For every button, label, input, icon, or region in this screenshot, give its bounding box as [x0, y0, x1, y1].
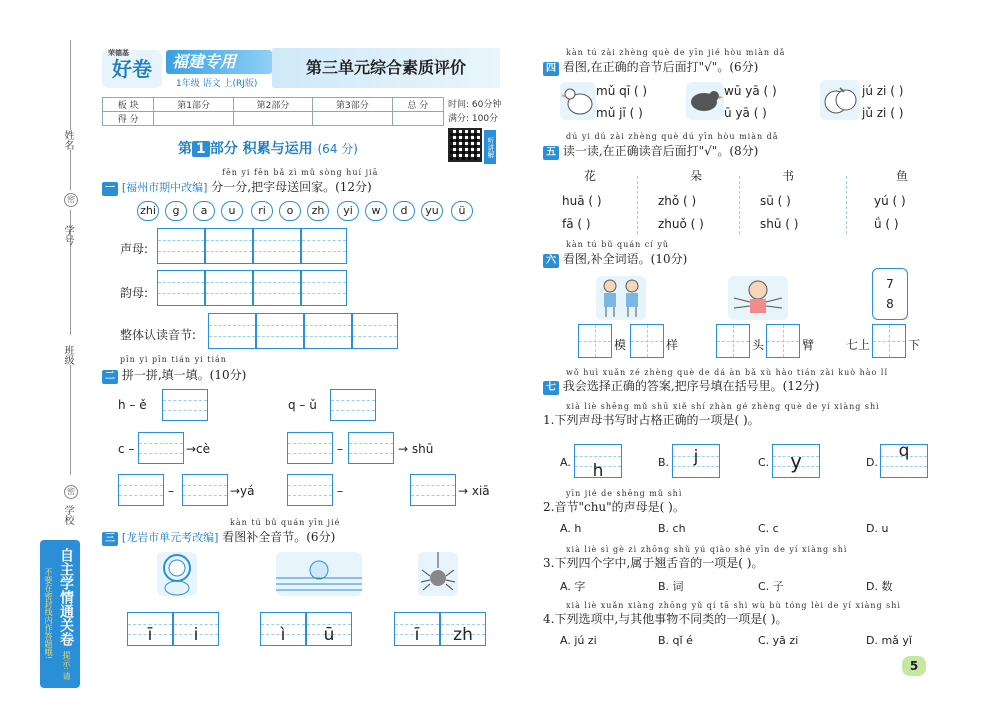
q2-text: 拼一拼,填一填。(10分) [121, 368, 247, 382]
part-pre: 第 [178, 141, 192, 157]
char-heading: 朵 [690, 169, 703, 183]
q6-pinyin: kàn tú bǔ quán cí yǔ [566, 240, 670, 249]
score-table [102, 97, 444, 126]
id-label: 学号 [62, 225, 73, 245]
choice-option[interactable]: D. mǎ yǐ [866, 634, 912, 647]
answer-cell[interactable] [253, 228, 301, 264]
header-badge [102, 46, 272, 92]
answer-cell[interactable] [162, 389, 208, 421]
answer-cell[interactable] [304, 313, 352, 349]
syllable-part: ī [414, 625, 420, 645]
q2-prompt [102, 366, 246, 384]
choice-option[interactable]: zhuǒ ( ) [658, 217, 704, 231]
school-label: 学校 [62, 505, 73, 525]
letter-chip: ü [451, 201, 473, 221]
score-header: 总 分 [392, 98, 443, 112]
part-title: 积累与运用 [242, 141, 313, 157]
s3-pinyin: xià liè sì gè zì zhōng shǔ yú qiào shé yīn de yí xiàng shì [566, 545, 848, 554]
letter-chip: o [279, 201, 301, 221]
q6-prompt [543, 250, 687, 268]
sample-letter: j [693, 447, 699, 467]
answer-cell[interactable] [301, 228, 347, 264]
q2-pinyin: pīn yi pīn tián yi tián [120, 355, 227, 364]
q2-item: →cè [186, 442, 211, 456]
q6-number: 六 [543, 254, 559, 268]
qr-label: 听讲解 [484, 130, 496, 164]
q2-item: – [337, 442, 343, 456]
character-box[interactable] [630, 324, 664, 358]
choice-option[interactable]: A. 字 [560, 580, 586, 593]
choice-option[interactable]: ū yā ( ) [724, 106, 767, 120]
twin-kids-picture [596, 276, 646, 320]
letter-chip: zh [307, 201, 329, 221]
syllable-cell[interactable] [173, 612, 219, 646]
score-cell[interactable] [313, 112, 392, 126]
q5-number: 五 [543, 146, 559, 160]
logo-text: 好卷 [112, 57, 152, 81]
q7-pinyin: wǒ huì xuǎn zé zhèng què de dá àn bǎ xù hào tián zài kuò hào lǐ [566, 368, 889, 377]
choice-option[interactable]: jú zi ( ) [862, 84, 904, 98]
letter-chip: w [365, 201, 387, 221]
choice-option[interactable]: A. jú zi [560, 634, 597, 647]
character-box[interactable] [872, 324, 906, 358]
choice-option[interactable]: D. 数 [866, 580, 893, 593]
answer-cell[interactable] [256, 313, 304, 349]
score-header: 第2部分 [233, 98, 312, 112]
word-char: 模 [614, 338, 627, 352]
letter-chip: g [165, 201, 187, 221]
q4-pinyin: kàn tú zài zhèng què de yīn jié hòu miàn dǎ [566, 48, 786, 57]
full-score: 满分: 100分 [448, 114, 499, 124]
part-heading [178, 138, 358, 158]
orange-picture [820, 80, 860, 120]
page-title: 第三单元综合素质评价 [272, 48, 500, 88]
syllable-part: zh [453, 625, 473, 645]
q7-prompt [543, 377, 819, 395]
q1-number: 一 [102, 182, 118, 196]
s3-text: 3.下列四个字中,属于翘舌音的一项是( )。 [543, 556, 764, 570]
sample-letter: y [790, 449, 802, 473]
edition-title: 福建专用 [166, 50, 272, 74]
logo-publisher: 荣德基 [108, 49, 129, 57]
option-letter[interactable]: A. [560, 456, 571, 469]
answer-cell[interactable] [410, 474, 456, 506]
spider-picture [418, 552, 458, 596]
answer-cell[interactable] [157, 270, 205, 306]
initials-label: 声母: [120, 242, 149, 256]
answer-cell[interactable] [205, 228, 253, 264]
choice-option[interactable]: yú ( ) [874, 194, 906, 208]
q2-item: →yá [230, 484, 255, 498]
score-header: 第3部分 [313, 98, 392, 112]
syllable-cell[interactable] [394, 612, 440, 646]
word-char: 下 [908, 338, 921, 352]
answer-cell[interactable] [253, 270, 301, 306]
q3-number: 三 [102, 532, 118, 546]
score-cell[interactable] [154, 112, 233, 126]
score-header: 第1部分 [154, 98, 233, 112]
hen-picture [560, 82, 596, 120]
class-label: 班级 [62, 345, 73, 365]
q4-prompt [543, 58, 758, 76]
lion-picture [157, 552, 197, 596]
choice-option[interactable]: sū ( ) [760, 194, 791, 208]
part-post: 部分 [209, 141, 238, 157]
letter-chip: u [221, 201, 243, 221]
seal-mark: 密 [64, 485, 78, 499]
s1-text: 1.下列声母书写时占格正确的一项是( )。 [543, 413, 760, 427]
q6-text: 看图,补全词语。(10分) [562, 252, 688, 266]
answer-cell[interactable] [205, 270, 253, 306]
s2-text: 2.音节"chu"的声母是( )。 [543, 500, 685, 514]
q2-number: 二 [102, 370, 118, 384]
exam-meta [448, 98, 501, 126]
card-bottom-number: 8 [886, 297, 894, 311]
letter-writing-sample [880, 441, 928, 478]
word-char: 七上 [846, 338, 871, 352]
answer-cell[interactable] [301, 270, 347, 306]
word-char: 臂 [802, 338, 815, 352]
choice-option[interactable]: B. qǐ é [658, 634, 693, 647]
q2-item: q – ǔ [288, 398, 317, 412]
q1-pinyin: fēn yi fēn bǎ zì mǔ sòng huí jiā [222, 168, 379, 177]
q3-source: [龙岩市单元考改编] [121, 531, 219, 544]
choice-option[interactable]: shū ( ) [760, 217, 799, 231]
part-number: 1 [192, 141, 210, 157]
choice-option[interactable]: A. h [560, 522, 582, 535]
choice-option[interactable]: wū yā ( ) [724, 84, 777, 98]
page-number: 5 [902, 656, 926, 676]
seal-mark: 密 [64, 193, 78, 207]
answer-cell[interactable] [352, 313, 398, 349]
s2-pinyin: yīn jié de shēng mǔ shì [566, 489, 683, 498]
letter-writing-sample [772, 444, 820, 478]
score-cell[interactable] [392, 112, 443, 126]
option-letter[interactable]: D. [866, 456, 878, 469]
letter-chip: zhi [137, 201, 159, 221]
word-char: 样 [666, 338, 679, 352]
q3-pinyin: kàn tú bǔ quán yīn jié [230, 518, 341, 527]
q5-pinyin: dú yi dú zài zhèng què dú yīn hòu miàn dǎ [566, 132, 779, 141]
qr-code-icon[interactable] [448, 128, 482, 162]
score-cell[interactable] [233, 112, 312, 126]
answer-cell[interactable] [182, 474, 228, 506]
choice-option[interactable]: C. 子 [758, 580, 784, 593]
word-char: 头 [752, 338, 765, 352]
name-label: 姓名 [62, 130, 73, 150]
syllable-part: ū [323, 625, 335, 645]
letter-writing-sample [574, 444, 622, 481]
q2-item: h – ě [118, 398, 147, 412]
choice-option[interactable]: zhǒ ( ) [658, 194, 697, 208]
choice-option[interactable]: huā ( ) [562, 194, 602, 208]
choice-option[interactable]: mǔ qī ( ) [596, 84, 648, 98]
q2-item: – [337, 484, 343, 498]
choice-option[interactable]: jǔ zi ( ) [862, 106, 904, 120]
letter-chip: a [193, 201, 215, 221]
column-divider [637, 176, 638, 234]
q1-prompt [102, 178, 372, 196]
score-header: 板 块 [103, 98, 154, 112]
character-box[interactable] [578, 324, 612, 358]
char-heading: 花 [584, 169, 597, 183]
time-limit: 时间: 60分钟 [448, 100, 502, 110]
letter-chip: ri [251, 201, 273, 221]
answer-cell[interactable] [287, 432, 333, 464]
edition-sub: 1年级 语文 上(RJ版) [176, 79, 258, 89]
answer-cell[interactable] [208, 313, 256, 349]
answer-cell[interactable] [138, 432, 184, 464]
letter-chip: yu [421, 201, 443, 221]
sample-letter: h [592, 461, 604, 481]
q5-text: 读一读,在正确读音后面打"√"。(8分) [562, 144, 759, 158]
syllable-part: i [193, 625, 199, 645]
answer-cell[interactable] [348, 432, 394, 464]
choice-option[interactable]: ǘ ( ) [874, 217, 899, 231]
choice-option[interactable]: mǔ jī ( ) [596, 106, 643, 120]
syllable-cell[interactable] [306, 612, 352, 646]
brand-note: 提示: 请不要在密封线内作答题哦! [44, 568, 71, 681]
q2-item: → shū [398, 442, 434, 456]
q5-prompt [543, 142, 758, 160]
character-box[interactable] [716, 324, 750, 358]
option-letter[interactable]: C. [758, 456, 770, 469]
choice-option[interactable]: fā ( ) [562, 217, 591, 231]
character-box[interactable] [766, 324, 800, 358]
syllable-cell[interactable] [260, 612, 306, 646]
answer-cell[interactable] [118, 474, 164, 506]
column-divider [739, 176, 740, 234]
option-letter[interactable]: B. [658, 456, 670, 469]
q2-item: – [168, 484, 174, 498]
card-top-number: 7 [886, 277, 894, 291]
number-card [872, 268, 908, 320]
letter-writing-sample [672, 444, 720, 478]
choice-option[interactable]: B. 词 [658, 580, 684, 593]
sample-letter: q [898, 441, 910, 461]
q1-source: [福州市期中改编] [121, 181, 208, 194]
answer-cell[interactable] [157, 228, 205, 264]
s1-pinyin: xià liè shēng mǔ shū xiě shí zhàn gé zhèng què de yí xiàng shì [566, 402, 880, 411]
char-heading: 鱼 [896, 169, 909, 183]
finals-label: 韵母: [120, 286, 149, 300]
nezha-picture [728, 276, 788, 320]
column-divider [846, 176, 847, 234]
letter-chip: yi [337, 201, 359, 221]
brand-sidebar [40, 540, 80, 688]
part-points: (64 分) [317, 142, 358, 156]
q1-text: 分一分,把字母送回家。(12分) [211, 180, 372, 194]
crow-picture [686, 82, 724, 120]
letter-chip: d [393, 201, 415, 221]
q3-text: 看图补全音节。(6分) [222, 530, 336, 544]
score-label: 得 分 [103, 112, 154, 126]
q4-text: 看图,在正确的音节后面打"√"。(6分) [562, 60, 759, 74]
whole-syllable-label: 整体认读音节: [120, 328, 197, 342]
char-heading: 书 [782, 169, 795, 183]
answer-cell[interactable] [287, 474, 333, 506]
q3-prompt [102, 528, 335, 546]
choice-option[interactable]: C. yā zi [758, 634, 799, 647]
q7-text: 我会选择正确的答案,把序号填在括号里。(12分) [562, 379, 820, 393]
s4-pinyin: xià liè xuǎn xiàng zhōng yǔ qí tā shì wù bù tóng lèi de yí xiàng shì [566, 601, 901, 610]
answer-cell[interactable] [330, 389, 376, 421]
choice-option[interactable]: D. u [866, 522, 889, 535]
syllable-part: ī [147, 625, 153, 645]
syllable-cell[interactable] [127, 612, 173, 646]
logo [102, 50, 162, 88]
sunrise-picture [276, 552, 362, 596]
brand-title: 自主学情通关卷 [58, 547, 74, 646]
q2-item: c – [118, 442, 135, 456]
q7-number: 七 [543, 381, 559, 395]
q2-item: → xiā [458, 484, 490, 498]
syllable-part: ì [280, 625, 286, 645]
choice-option[interactable]: B. ch [658, 522, 686, 535]
choice-option[interactable]: C. c [758, 522, 779, 535]
q4-number: 四 [543, 62, 559, 76]
s4-text: 4.下列选项中,与其他事物不同类的一项是( )。 [543, 612, 788, 626]
syllable-cell[interactable] [440, 612, 486, 646]
